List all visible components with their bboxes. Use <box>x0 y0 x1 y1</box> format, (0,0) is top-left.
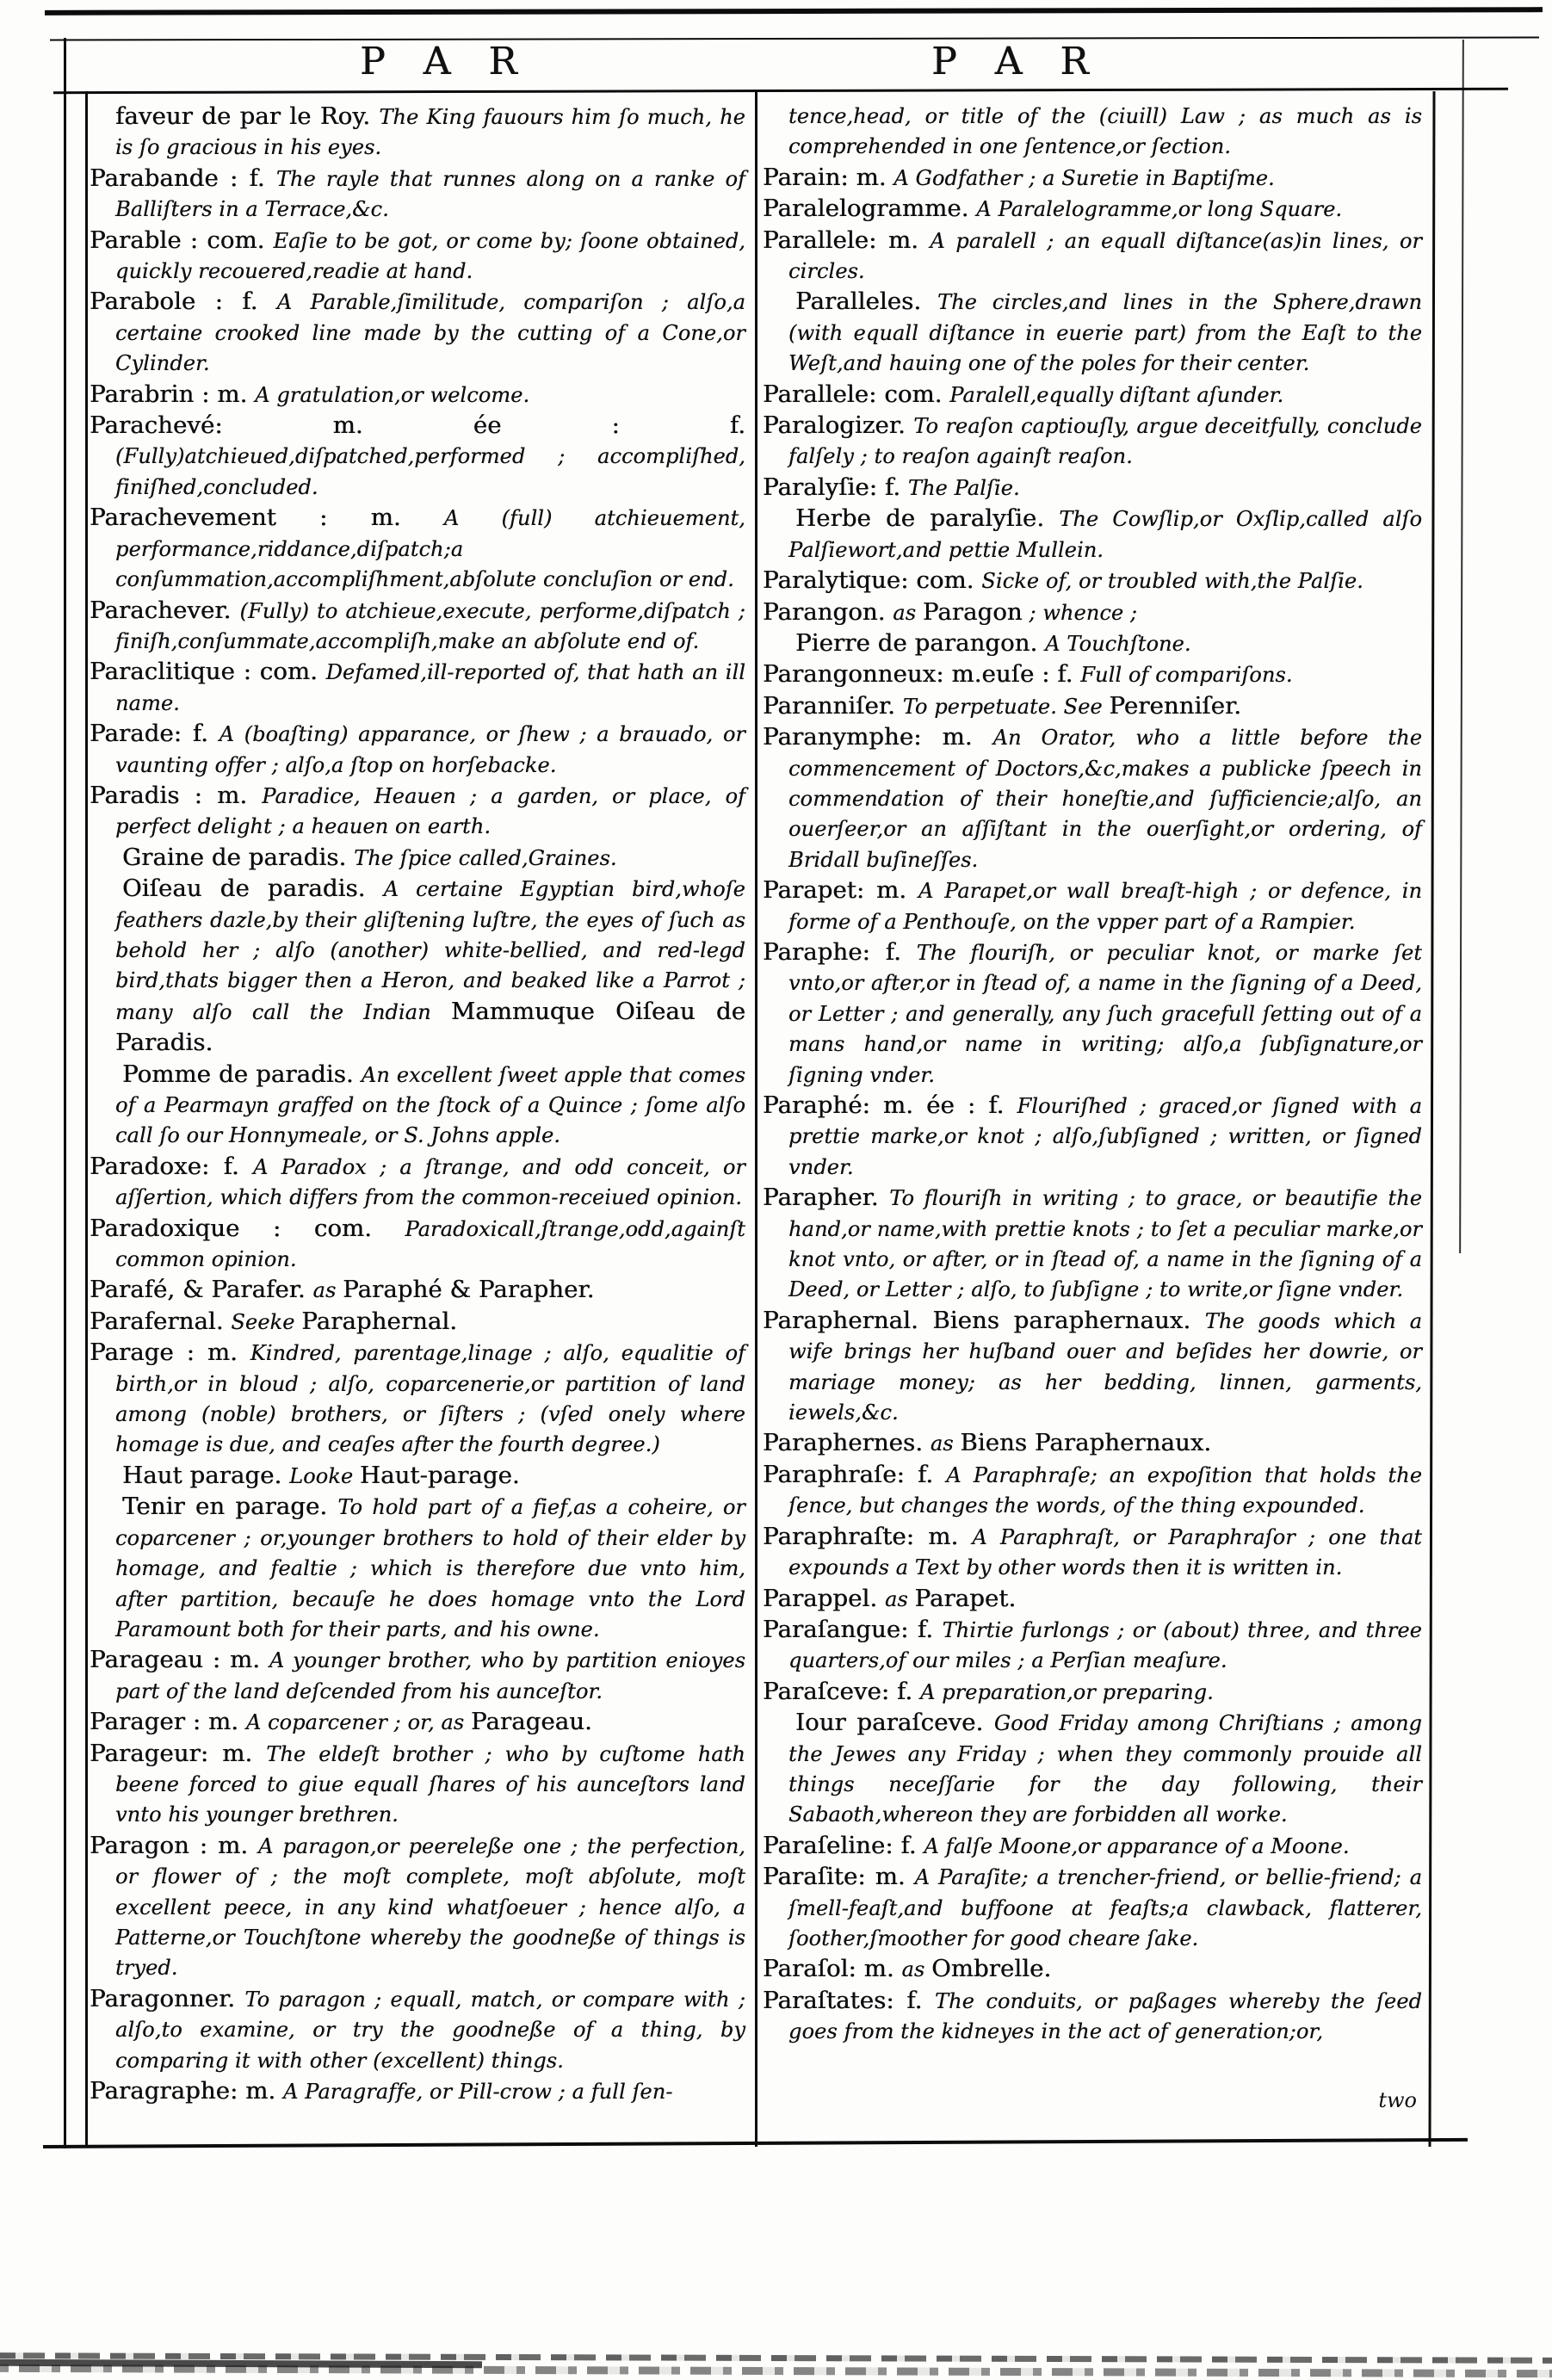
dictionary-entry <box>90 1740 745 1832</box>
dictionary-entry <box>90 1462 745 1493</box>
headword-text: Paradis : m. <box>90 781 263 809</box>
definition-text: The goods which a wife brings her huſband ouer and beſides her dowrie, or mariage money; as her bedding, linnen, garments, iewels,&c. <box>788 1308 1422 1425</box>
headword-text: Herbe de paralyſie. <box>795 504 1060 533</box>
definition-text: The flouriſh, or peculiar knot, or marke ſet vnto,or after,or in ſtead of, a name in the ſigning of a Deed, or Letter ; and generally, any ſuch gracefull ſetting out of a mans hand,or name in writing; alſo,a ſubſignature,or ſigning vnder. <box>788 940 1422 1087</box>
definition-text: The eldeſt brother ; who by cuſtome hath beene forced to giue equall ſhares of his aunceſtors land vnto his younger brethren. <box>115 1741 745 1827</box>
dictionary-entry <box>90 1215 745 1277</box>
definition-text: To reaſon captiouſly, argue deceitfully, conclude falſely ; to reaſon againſt reaſon. <box>788 414 1422 469</box>
headword-text: Parageau : m. <box>90 1646 269 1674</box>
definition-text: (Fully) to atchieue,execute, performe,diſpatch ; finiſh,conſummate,accompliſh,make an abſolute end of. <box>115 598 745 653</box>
dictionary-entry <box>763 1091 1422 1184</box>
dictionary-entry <box>90 1276 745 1307</box>
definition-text: An excellent ſweet apple that comes of a Pearmayn graffed on the ſtock of a Quince ; ſome alſo call ſo our Honnymeale, or S. Johns apple. <box>115 1062 745 1148</box>
headword-text: Parachevement : m. <box>90 504 444 532</box>
dictionary-entry <box>763 226 1422 288</box>
headword-text: Parabole : f. <box>90 287 277 316</box>
headword-text: Parain: m. <box>763 163 894 191</box>
headword-text: Parager : m. <box>90 1708 246 1736</box>
headword-text: Paraſtates: f. <box>763 1986 935 2014</box>
definition-text: Paralell,equally diſtant aſunder. <box>949 382 1284 407</box>
definition-text: A Godfather ; a Suretie in Baptiſme. <box>893 165 1275 190</box>
definition-text: A Touchſtone. <box>1045 631 1191 656</box>
definition-text: To hold part of a fief,as a coheire, or coparcener ; or,younger brothers to hold of their elder by homage, and fealtie ; which is therefore due vnto him, after partition, becauſe he does homage vnto the Lord Paramount both for their parts, and his owne. <box>115 1495 745 1641</box>
definition-text: A Paraphraſt, or Paraphraſor ; one that expounds a Text by other words then it is written in. <box>788 1524 1422 1580</box>
headword-text: Parappel. <box>763 1584 885 1612</box>
definition-text: The circles,and lines in the Sphere,drawn (with equall diſtance in euerie part) from the Eaſt to the Weſt,and hauing one of the poles for their center. <box>788 290 1422 376</box>
dictionary-entry <box>90 875 745 1060</box>
headword-text: Parafernal. <box>90 1307 232 1335</box>
definition-text: A Paralelogramme,or long Square. <box>976 197 1343 222</box>
headword-text: Paraſeline: f. <box>763 1831 924 1859</box>
dictionary-entry <box>763 102 1422 164</box>
definition-text: Paradice, Heauen ; a garden, or place, of perfect delight ; a heauen on earth. <box>115 783 745 839</box>
headword-text: Paraphernal. <box>301 1307 458 1335</box>
definition-text: The Cowſlip,or Oxſlip,called alſo Palſiewort,and pettie Mullein. <box>788 507 1422 562</box>
definition-text: The ſpice called,Graines. <box>354 845 617 870</box>
definition-text: as <box>901 1957 932 1982</box>
left-outer-border <box>64 38 66 2148</box>
definition-text: A Paraphraſe; an expoſition that holds the ſence, but changes the words, of the thing expounded. <box>788 1462 1423 1518</box>
headword-text: Paragonner. <box>90 1984 245 2012</box>
headword-text: Paraclitique : com. <box>90 658 326 686</box>
definition-text: To perpetuate. See <box>902 694 1110 719</box>
definition-text: Eaſie to be got, or come by; ſoone obtained, quickly recouered,readie at hand. <box>115 228 745 284</box>
definition-text: A (boaſting) apparance, or ſhew ; a brauado, or vaunting offer ; alſo,a ſtop on horſebacke. <box>115 722 745 777</box>
definition-text: The King fauours him ſo much, he is ſo gracious in his eyes. <box>115 105 745 160</box>
dictionary-entry <box>90 1646 745 1708</box>
dictionary-entry <box>90 1708 745 1739</box>
headword-text: Iour paraſceve. <box>795 1709 994 1737</box>
definition-text: A certaine Egyptian bird,whoſe feathers dazle,by their gliſtening luſtre, the eyes of ſuch as behold her ; alſo (another) white-bellied, and red-legd bird,thats bigger then a Heron, and beaked like a Parrot ; many alſo call the Indian <box>115 877 745 1024</box>
dictionary-entry <box>90 658 745 720</box>
headword-text: Paralleles. <box>795 287 938 316</box>
dictionary-entry <box>90 1338 745 1462</box>
definition-text: A younger brother, who by partition enioyes part of the land deſcended from his aunceſtor. <box>115 1648 745 1703</box>
headword-text: Paraphé & Parapher. <box>343 1276 595 1304</box>
dictionary-entry <box>763 411 1422 473</box>
dictionary-entry <box>90 504 745 596</box>
headword-text: Perenniſer. <box>1109 691 1242 720</box>
definition-text: An Orator, who a little before the commencement of Doctors,&c,makes a publicke ſpeech in commendation of their honeſtie,and ſufficiencie;alſo, an ouerſeer,or an aſſiſtant in the ouerſight,or ordering, of Bridall buſineſſes. <box>788 726 1422 872</box>
dictionary-entry <box>763 195 1422 226</box>
headword-text: Graine de paradis. <box>122 843 355 871</box>
definition-text: as <box>893 600 923 625</box>
headword-text: Parage : m. <box>90 1338 250 1367</box>
definition-text: Seeke <box>231 1309 302 1334</box>
definition-text: A falſe Moone,or apparance of a Moone. <box>924 1833 1350 1858</box>
headword-text: Biens Paraphernaux. <box>960 1429 1212 1457</box>
definition-text: ; whence ; <box>1022 600 1138 625</box>
headword-text: Parade: f. <box>90 720 220 748</box>
running-header-right: P A R <box>931 40 1102 83</box>
dictionary-entry <box>763 660 1422 691</box>
left-column <box>90 102 745 2108</box>
headword-text: Parapet: m. <box>763 876 918 905</box>
headword-text: Parapet. <box>914 1584 1017 1612</box>
headword-text: Parafé, & Parafer. <box>90 1276 313 1304</box>
headword-text: Ombrelle. <box>931 1955 1052 1983</box>
dictionary-entry <box>90 226 745 288</box>
dictionary-entry <box>90 102 745 164</box>
dictionary-entry <box>763 1955 1422 1986</box>
dictionary-entry <box>763 692 1422 723</box>
headword-text: Paraphraſte: m. <box>763 1522 973 1550</box>
headword-text: Paranniſer. <box>763 691 903 720</box>
definition-text: Flouriſhed ; graced,or ſigned with a prettie marke,or knot ; alſo,ſubſigned ; written, or ſigned vnder. <box>788 1094 1422 1179</box>
dictionary-entry <box>763 473 1422 504</box>
headword-text: Parageur: m. <box>90 1739 267 1767</box>
dictionary-entry <box>90 720 745 782</box>
right-inner-border <box>1428 91 1435 2147</box>
headword-text: Paranymphe: m. <box>763 723 993 751</box>
headword-text: Parable : com. <box>90 226 274 254</box>
dictionary-entry <box>90 1985 745 2077</box>
headword-text: Mammuque Oiſeau de Paradis. <box>115 997 745 1057</box>
definition-text: A paragon,or peereleße one ; the perfection, or flower of ; the moſt complete, moſt abſolute, moſt excellent peece, in any kind whatſoeuer ; hence alſo, a Patterne,or Touchſtone whereby the goodneße of things is tryed. <box>115 1833 746 1981</box>
dictionary-entry <box>763 1429 1422 1460</box>
headword-text: Paraphe: f. <box>763 937 917 966</box>
headword-text: Haut parage. <box>122 1461 290 1489</box>
definition-text: A Paradox ; a ſtrange, and odd conceit, or aſſertion, which differs from the common-receiued opinion. <box>115 1154 745 1210</box>
definition-text: A paralell ; an equall diſtance(as)in lines, or circles. <box>788 228 1422 284</box>
headword-text: Paragon : m. <box>90 1831 259 1859</box>
headword-text: Parallele: com. <box>763 380 950 408</box>
headword-text: Paralogizer. <box>763 411 914 440</box>
definition-text: Defamed,ill-reported of, that hath an ill name. <box>115 660 745 715</box>
dictionary-entry <box>90 2077 745 2108</box>
dictionary-entry <box>763 504 1422 566</box>
definition-text: A (full) atchieuement, performance,riddance,diſpatch;a conſummation,accompliſhment,abſolute concluſion or end. <box>115 506 745 592</box>
headword-text: Paraphraſe: f. <box>763 1460 947 1488</box>
dictionary-entry <box>90 287 745 380</box>
dictionary-entry <box>763 1461 1422 1523</box>
dictionary-entry <box>763 566 1422 597</box>
definition-text: To paragon ; equall, match, or compare with ; alſo,to examine, or try the goodneße of a thing, by comparing it with other (excellent) things. <box>115 1987 746 2073</box>
definition-text: The rayle that runnes along on a ranke of Balliſters in a Terrace,&c. <box>115 166 745 222</box>
definition-text: Thirtie furlongs ; or (about) three, and three quarters,of our miles ; a Perſian meaſure. <box>788 1617 1422 1673</box>
headword-text: Parangon. <box>763 597 893 626</box>
definition-text: A coparcener ; or, as <box>245 1710 471 1735</box>
dictionary-entry <box>763 1832 1422 1863</box>
dictionary-entry <box>763 1616 1422 1678</box>
dictionary-entry <box>763 1709 1422 1832</box>
headword-text: Oiſeau de paradis. <box>122 875 384 903</box>
headword-text: Parapher. <box>763 1184 890 1212</box>
definition-text: A Parable,ſimilitude, compariſon ; alſo,a certaine crooked line made by the cutting of a Cone,or Cylinder. <box>115 290 746 376</box>
dictionary-entry <box>763 1585 1422 1616</box>
dictionary-entry <box>763 598 1422 629</box>
definition-text: as <box>312 1278 343 1303</box>
dictionary-entry <box>763 1863 1422 1955</box>
dictionary-entry <box>90 164 745 226</box>
definition-text: A Paragraffe, or Pill-crow ; a full ſen- <box>283 2080 673 2104</box>
headword-text: Tenir en parage. <box>122 1493 338 1521</box>
dictionary-entry <box>763 380 1422 411</box>
headword-text: Paradoxique : com. <box>90 1214 405 1242</box>
headword-text: Paraſol: m. <box>763 1955 902 1983</box>
top-inner-rule <box>50 36 1539 40</box>
dictionary-entry <box>90 1060 745 1153</box>
definition-text: tence,head, or title of the (ciuill) Law ; as much as is comprehended in one ſentence,or ſection. <box>788 104 1422 159</box>
headword-text: Parageau. <box>470 1708 592 1736</box>
headword-text: Paralytique: com. <box>763 566 982 595</box>
dictionary-entry <box>90 844 745 875</box>
right-column <box>763 102 1422 2049</box>
column-divider-rule <box>755 91 757 2147</box>
headword-text: Paralyſie: f. <box>763 473 908 501</box>
headword-text: faveur de par le Roy. <box>115 102 380 130</box>
headword-text: Parachever. <box>90 596 240 624</box>
headword-text: Parachevé: m. ée : f. <box>90 411 745 440</box>
definition-text: The Palſie. <box>907 475 1020 500</box>
definition-text: as <box>884 1586 915 1611</box>
dictionary-entry <box>90 380 745 411</box>
dictionary-entry <box>90 1493 745 1646</box>
headword-text: Parallele: m. <box>763 226 931 254</box>
dictionary-entry <box>90 1153 745 1215</box>
definition-text: A gratulation,or welcome. <box>255 382 530 407</box>
dictionary-entry <box>763 723 1422 876</box>
definition-text: (Fully)atchieued,diſpatched,performed ; accompliſhed, finiſhed,concluded. <box>115 444 745 499</box>
headword-text: Paraſceve: f. <box>763 1677 920 1705</box>
headword-text: Parabande : f. <box>90 164 276 192</box>
dictionary-entry <box>763 1987 1422 2049</box>
headword-text: Paraſangue: f. <box>763 1615 943 1643</box>
headword-text: Haut-parage. <box>359 1461 520 1489</box>
dictionary-entry <box>90 1307 745 1338</box>
definition-text: Good Friday among Chriſtians ; among the Jewes any Friday ; when they commonly prouide all things neceſſarie for the day following, their Sabaoth,whereon they are forbidden all worke. <box>788 1711 1422 1827</box>
header-divider-rule <box>53 88 1508 94</box>
dictionary-entry <box>763 1523 1422 1585</box>
headword-text: Pomme de paradis. <box>122 1060 362 1088</box>
definition-text: Looke <box>289 1463 360 1488</box>
catchword: two <box>1378 2088 1417 2112</box>
definition-text: A Parapet,or wall breaſt-high ; or defence, in forme of a Penthouſe, on the vpper part of a Rampier. <box>788 879 1423 934</box>
headword-text: Paraphernes. <box>763 1429 931 1457</box>
headword-text: Paradoxe: f. <box>90 1152 253 1180</box>
definition-text: as <box>930 1431 961 1456</box>
dictionary-entry <box>763 876 1422 938</box>
right-page-edge-line <box>1459 40 1464 1253</box>
dictionary-entry <box>90 782 745 844</box>
definition-text: A preparation,or preparing. <box>919 1679 1214 1704</box>
headword-text: Paraphernal. Biens paraphernaux. <box>763 1306 1205 1334</box>
headword-text: Paragraphe: m. <box>90 2077 284 2105</box>
headword-text: Parangonneux: m.euſe : f. <box>763 660 1081 689</box>
left-inner-border <box>85 91 88 2147</box>
headword-text: Paraſite: m. <box>763 1863 915 1891</box>
dictionary-entry <box>763 1307 1422 1430</box>
definition-text: Sicke of, or troubled with,the Palſie. <box>981 569 1363 594</box>
headword-text: Pierre de parangon. <box>795 628 1046 657</box>
dictionary-entry <box>90 411 745 504</box>
definition-text: Full of compariſons. <box>1080 663 1293 688</box>
top-outer-rule <box>45 7 1543 15</box>
running-header-left: P A R <box>360 40 530 83</box>
dictionary-entry <box>763 629 1422 660</box>
dictionary-entry <box>763 1184 1422 1307</box>
headword-text: Parabrin : m. <box>90 380 256 408</box>
definition-text: A Paraſite; a trencher-friend, or bellie-friend; a ſmell-feaſt,and buffoone at feaſts;a clawback, flatterer, ſoother,ſmoother for good cheare ſake. <box>788 1865 1422 1950</box>
dictionary-entry <box>763 164 1422 195</box>
definition-text: Kindred, parentage,linage ; alſo, equalitie of birth,or in bloud ; alſo, coparcenerie,or partition of land among (noble) brothers, or ſiſters ; (vſed onely where homage is due, and ceaſes after the fourth degree.) <box>115 1341 746 1457</box>
definition-text: The conduits, or paßages whereby the ſeed goes from the kidneyes in the act of generation;or, <box>788 1988 1422 2044</box>
headword-text: Paragon <box>922 597 1023 626</box>
headword-text: Paraphé: m. ée : f. <box>763 1091 1017 1119</box>
dictionary-entry <box>763 1678 1422 1709</box>
dictionary-entry <box>763 287 1422 380</box>
dictionary-entry <box>90 1832 745 1985</box>
dictionary-entry <box>763 938 1422 1091</box>
definition-text: Paradoxicall,ſtrange,odd,againſt common opinion. <box>115 1216 745 1272</box>
definition-text: To flouriſh in writing ; to grace, or beautifie the hand,or name,with prettie knots ; to ſet a peculiar marke,or knot vnto, or after, or in ſtead of, a name in the ſigning of a Deed, or Letter ; alſo, to ſubſigne ; to write,or ſigne vnder. <box>788 1186 1422 1302</box>
dictionary-entry <box>90 597 745 658</box>
headword-text: Paralelogramme. <box>763 195 977 223</box>
